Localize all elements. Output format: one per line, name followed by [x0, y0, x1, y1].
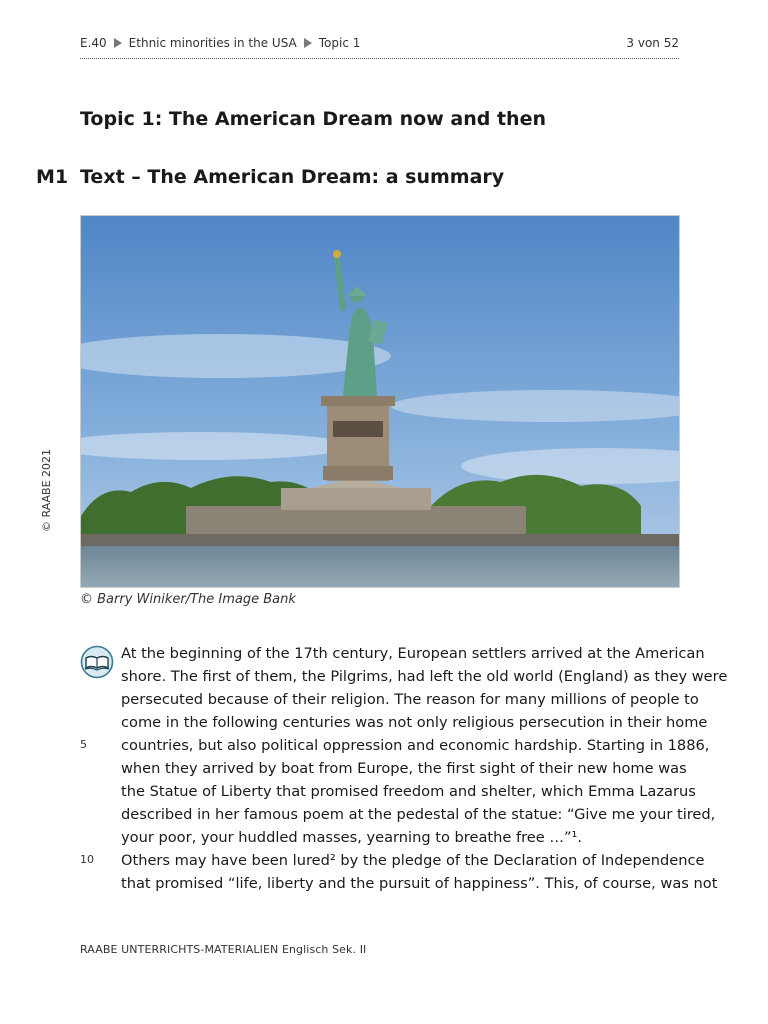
- text-line: persecuted because of their religion. The reason for many millions of people to: [121, 691, 699, 708]
- section-heading: [36, 166, 504, 188]
- arrow-right-icon: [304, 38, 312, 48]
- topic-title: Topic 1: The American Dream now and then: [80, 108, 546, 130]
- text-line: the Statue of Liberty that promised freedom and shelter, which Emma Lazarus: [121, 783, 696, 800]
- text-line: your poor, your huddled masses, yearning to breathe free …”¹.: [121, 829, 583, 846]
- line-number: 10: [80, 853, 94, 866]
- breadcrumb-topic: Topic 1: [318, 36, 361, 50]
- line-number: 5: [80, 738, 87, 751]
- header-divider: [80, 58, 679, 59]
- photo-credit: © Barry Winiker/The Image Bank: [80, 592, 296, 607]
- open-book-icon: [80, 645, 114, 679]
- text-line: that promised “life, liberty and the pursuit of happiness”. This, of course, was not: [121, 875, 718, 892]
- statue-of-liberty-photo: [80, 215, 680, 588]
- section-title: Text – The American Dream: a summary: [80, 166, 505, 188]
- arrow-right-icon: [114, 38, 122, 48]
- text-line: come in the following centuries was not only religious persecution in their home: [121, 714, 708, 731]
- text-line: when they arrived by boat from Europe, the first sight of their new home was: [121, 760, 687, 777]
- breadcrumb: [80, 36, 360, 50]
- page-header: [80, 36, 679, 58]
- text-line: countries, but also political oppression and economic hardship. Starting in 1886,: [121, 737, 710, 754]
- side-copyright: © RAABE 2021: [40, 448, 53, 532]
- breadcrumb-code: E.40: [80, 36, 107, 50]
- summary-text: [121, 642, 728, 895]
- text-line: At the beginning of the 17th century, European settlers arrived at the American: [121, 645, 705, 662]
- text-line: shore. The first of them, the Pilgrims, had left the old world (England) as they were: [121, 668, 728, 685]
- page-footer: RAABE UNTERRICHTS-MATERIALIEN Englisch Sek. II: [80, 943, 367, 956]
- breadcrumb-unit: Ethnic minorities in the USA: [128, 36, 297, 50]
- page-number: 3 von 52: [626, 36, 679, 50]
- text-line: Others may have been lured² by the pledge of the Declaration of Independence: [121, 852, 705, 869]
- text-line: described in her famous poem at the pedestal of the statue: “Give me your tired,: [121, 806, 716, 823]
- section-code: M1: [36, 166, 69, 188]
